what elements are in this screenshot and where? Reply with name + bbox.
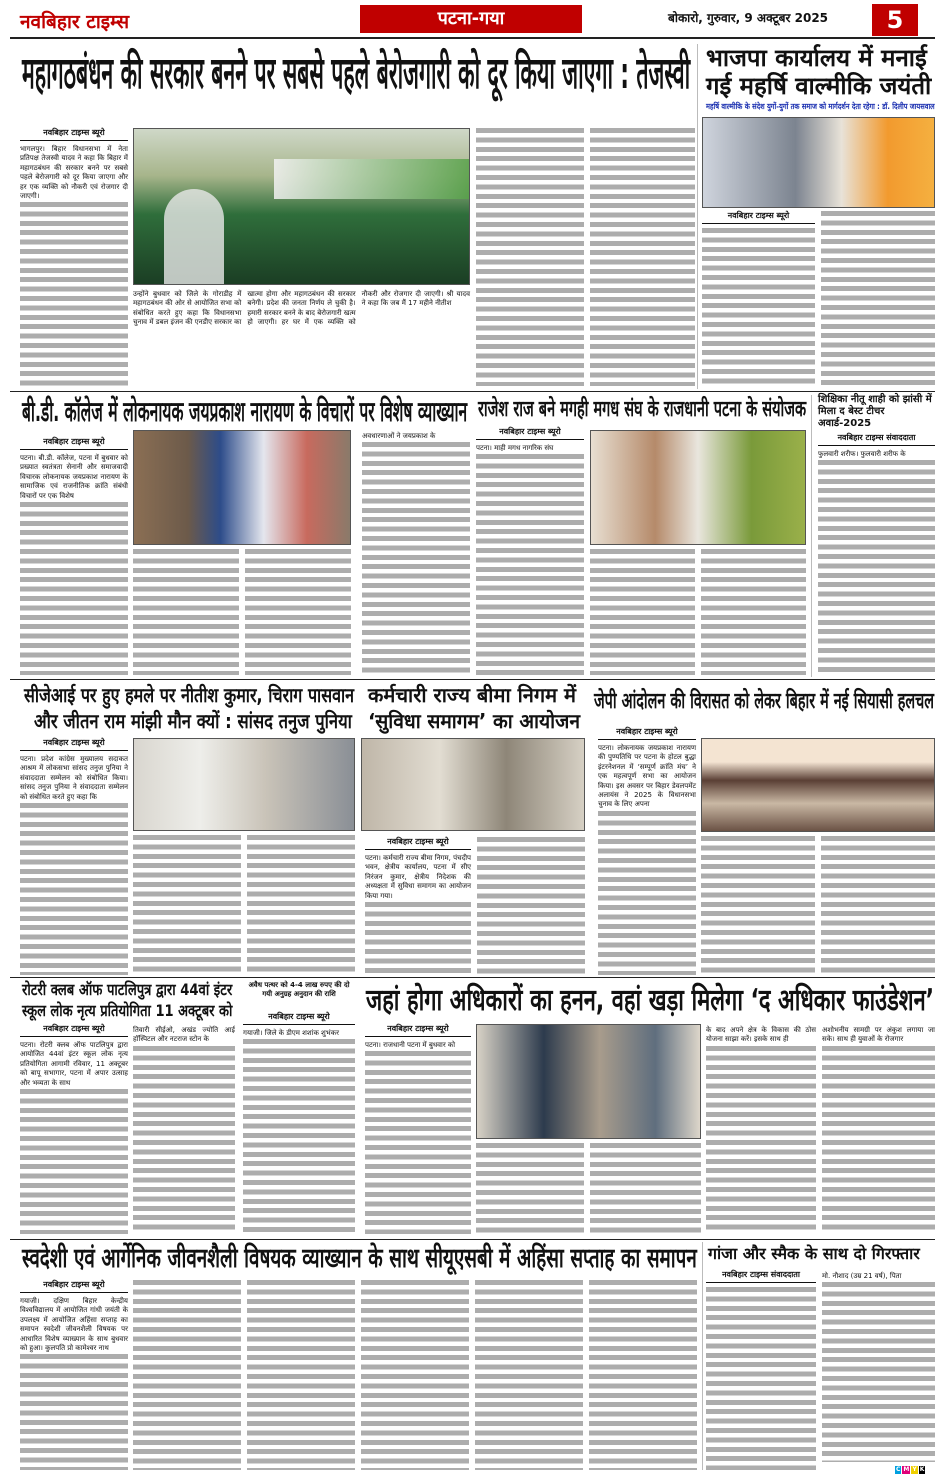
article-tejashwi-col1 bbox=[20, 128, 128, 386]
headline-jp: जेपी आंदोलन की विरासत को लेकर बिहार में नई सियासी हलचल bbox=[594, 689, 934, 714]
byline: नवबिहार टाइम्स ब्यूरो bbox=[20, 437, 128, 450]
print-mark-k: K bbox=[919, 1466, 925, 1473]
masthead-rule bbox=[10, 37, 935, 39]
article-jp-col3 bbox=[821, 836, 935, 975]
headline-bd-college: बी.डी. कॉलेज में लोकनायक जयप्रकाश नारायण के विचारों पर विशेष व्याख्यान bbox=[22, 395, 468, 428]
article-cusb-col5 bbox=[475, 1280, 583, 1470]
dateline: बोकारो, गुरुवार, 9 अक्टूबर 2025 bbox=[668, 11, 829, 25]
article-lead: फुलवारी शरीफ। फुलवारी शरीफ के bbox=[818, 450, 906, 458]
article-bd-college-col1 bbox=[20, 437, 128, 675]
column-divider bbox=[811, 395, 812, 677]
photo-rajesh-felicitation bbox=[590, 430, 806, 545]
article-lead: भागलपुर। बिहार विधानसभा में नेता प्रतिपक्ष तेजस्वी यादव ने कहा कि बिहार में महागठबंधन की सरकार बनने पर सबसे पहले बेरोजगारी को दूर किया जाएगा और हर एक व्यक्ति को नौकरी एवं रोजगार दी जाएगी। bbox=[20, 145, 128, 201]
byline: नवबिहार टाइम्स ब्यूरो bbox=[702, 211, 815, 224]
edition-label: पटना-गया bbox=[437, 8, 505, 29]
article-bjp-col2 bbox=[821, 211, 935, 386]
article-adhikar-col3 bbox=[590, 1143, 701, 1234]
article-ganja-col1 bbox=[706, 1270, 816, 1470]
article-paragraph: तिवारी सीईओ, अखंड ज्योति आई हॉस्पिटल और नटराज स्टोन के bbox=[133, 1026, 235, 1044]
article-bd-college-col3 bbox=[245, 549, 351, 675]
byline: नवबिहार टाइम्स ब्यूरो bbox=[243, 1012, 355, 1025]
section-rule bbox=[10, 391, 935, 392]
article-esic-col2 bbox=[477, 837, 585, 975]
article-bjp-col1 bbox=[702, 211, 815, 386]
article-lead: पटना। बी.डी. कॉलेज, पटना में बुधवार को प्रख्यात स्वतंत्रता सेनानी और समाजवादी विचारक लोकनायक जयप्रकाश नारायण के सामाजिक एवं राजनीतिक क्रांति संबंधी विचारों पर एक विशेष bbox=[20, 454, 128, 500]
cmyk-registration-marks bbox=[895, 1466, 925, 1474]
photo-esic-meeting bbox=[361, 738, 585, 831]
article-jp-col2 bbox=[701, 836, 815, 975]
article-rotary-col1 bbox=[20, 1024, 128, 1234]
headline-shikshika: शिक्षिका नीतू शाही को झांसी में मिला द बेस्ट टीचर अवार्ड-2025 bbox=[818, 394, 932, 429]
byline: नवबिहार टाइम्स ब्यूरो bbox=[20, 738, 128, 751]
byline: नवबिहार टाइम्स ब्यूरो bbox=[365, 1024, 471, 1037]
article-rajesh-col2 bbox=[590, 549, 695, 675]
headline-adhikar: जहां होगा अधिकारों का हनन, वहां खड़ा मिलेगा ‘द अधिकार फाउंडेशन’ bbox=[366, 983, 935, 1018]
article-rajesh-col3 bbox=[701, 549, 806, 675]
article-adhikar-col2 bbox=[476, 1143, 584, 1234]
article-bd-college-col4 bbox=[362, 432, 470, 675]
photo-bjp-tribute bbox=[702, 117, 935, 208]
article-paragraph: अवधारणाओं ने जयप्रकाश के bbox=[362, 432, 436, 440]
byline: नवबिहार टाइम्स ब्यूरो bbox=[476, 427, 584, 440]
byline: नवबिहार टाइम्स ब्यूरो bbox=[20, 1024, 128, 1037]
article-ganja-col2 bbox=[822, 1272, 935, 1462]
article-adhikar-col4 bbox=[706, 1026, 816, 1234]
print-mark-y: Y bbox=[912, 1466, 917, 1473]
byline: नवबिहार टाइम्स संवाददाता bbox=[706, 1270, 816, 1283]
headline-cusb: स्वदेशी एवं आर्गेनिक जीवनशैली विषयक व्याख्यान के साथ सीयूएसबी में अहिंसा सप्ताह का समापन bbox=[22, 1243, 697, 1274]
article-lead: पटना। राजधानी पटना में बुधवार को bbox=[365, 1041, 456, 1049]
article-tejashwi-col5 bbox=[476, 128, 584, 386]
headline-rajesh: राजेश राज बने मगही मगध संघ के राजधानी पटना के संयोजक bbox=[478, 397, 807, 422]
article-lead: गयाजी। जिले के डीएम शशांक शुभंकर bbox=[243, 1029, 339, 1037]
article-cusb-col6 bbox=[589, 1280, 697, 1470]
article-esic-col1 bbox=[365, 837, 471, 975]
article-jp-col1 bbox=[598, 727, 696, 975]
byline: नवबिहार टाइम्स ब्यूरो bbox=[20, 128, 128, 141]
byline: नवबिहार टाइम्स ब्यूरो bbox=[598, 727, 696, 740]
article-tejashwi-cols-below-photo bbox=[133, 290, 470, 386]
byline: नवबिहार टाइम्स ब्यूरो bbox=[365, 837, 471, 850]
headline-tejashwi: महागठबंधन की सरकार बनने पर सबसे पहले बेरोजगारी को दूर किया जाएगा : तेजस्वी bbox=[22, 48, 691, 99]
section-rule bbox=[10, 1239, 935, 1240]
article-cusb-col3 bbox=[247, 1280, 355, 1470]
article-lead: गयाजी। दक्षिण बिहार केन्द्रीय विश्वविद्यालय में आयोजित गांधी जयंती के उपलक्ष्य में आयोजित अहिंसा सप्ताह का समापन स्वदेशी जीवनशैली विषयक पर आधारित विशेष व्याख्यान के साथ बुधवार को हुआ। कुलपति प्रो कामेश्वर नाथ bbox=[20, 1297, 128, 1353]
headline-bjp-line1: भाजपा कार्यालय में मनाई bbox=[706, 44, 927, 72]
column-divider bbox=[697, 44, 698, 389]
article-cusb-col1 bbox=[20, 1280, 128, 1470]
page-number: 5 bbox=[872, 4, 918, 36]
print-mark-m: M bbox=[903, 1466, 910, 1473]
print-mark-c: C bbox=[896, 1466, 901, 1473]
article-rotary-col2 bbox=[133, 1026, 235, 1234]
article-adhikar-col5 bbox=[822, 1026, 935, 1234]
article-paragraph: अशोभनीय सामग्री पर अंकुश लगाया जा सके। साथ ही युवाओं के रोजगार bbox=[822, 1026, 935, 1044]
article-gaya-short bbox=[243, 1012, 355, 1234]
article-cusb-col4 bbox=[361, 1280, 469, 1470]
article-cji-col3 bbox=[247, 835, 355, 975]
photo-tejashwi-rally bbox=[133, 128, 470, 285]
article-lead: पटना। कर्मचारी राज्य बीमा निगम, पंचदीप भवन, क्षेत्रीय कार्यालय, पटना में सीए निरंजन कुमार, क्षेत्रीय निदेशक की अध्यक्षता में सुविधा समागम का आयोजन किया गया। bbox=[365, 854, 472, 900]
section-rule bbox=[10, 679, 935, 680]
headline-cji-line1: सीजेआई पर हुए हमले पर नीतीश कुमार, चिराग पासवान bbox=[24, 683, 355, 707]
article-lead: पटना। माही मगध नागरिक संघ bbox=[476, 444, 554, 452]
headline-esic-line1: कर्मचारी राज्य बीमा निगम में bbox=[368, 683, 577, 707]
edition-banner bbox=[360, 5, 582, 33]
article-shikshika bbox=[818, 433, 935, 675]
headline-esic-line2: ‘सुविधा समागम’ का आयोजन bbox=[368, 709, 580, 733]
article-cji-col1 bbox=[20, 738, 128, 975]
byline: नवबिहार टाइम्स संवाददाता bbox=[818, 433, 935, 446]
subhead-bjp: महर्षि वाल्मीकि के संदेश युगों-युगों तक समाज को मार्गदर्शन देता रहेगा : डॉ. दिलीप जायसवाल bbox=[706, 102, 935, 111]
article-tejashwi-col6 bbox=[590, 128, 695, 386]
column-divider bbox=[702, 1242, 703, 1470]
article-paragraph: उन्होंने बुधवार को जिले के गोराडीह में महागठबंधन की ओर से आयोजित सभा को संबोधित करते हुए कहा कि विधानसभा चुनाव में डबल इंजन की एनडीए सरकार का खात्मा होगा और महागठबंधन की सरकार बनेगी। प्रदेश की जनता निर्णय ले चुकी है। हमारी सरकार बनने के बाद बेरोजगारी खत्म हो जाएगी। हर घर में एक व्यक्ति को नौकरी और रोजगार दी जाएगी। श्री यादव ने कहा कि जब मैं 17 महीने नीतीश bbox=[133, 290, 470, 327]
article-lead: पटना। रोटरी क्लब ऑफ पाटलिपुत्र द्वारा आयोजित 44वां इंटर स्कूल लोक नृत्य प्रतियोगिता आगामी रविवार, 11 अक्टूबर को बापू सभागार, पटना में अपार उत्साह और भव्यता के साथ bbox=[20, 1041, 128, 1087]
headline-cji-line2: और जीतन राम मांझी मौन क्यों : सांसद तनुज पुनिया bbox=[34, 709, 352, 733]
photo-adhikar-foundation bbox=[476, 1024, 701, 1139]
headline-rotary-line1: रोटरी क्लब ऑफ पाटलिपुत्र द्वारा 44वां इंटर bbox=[22, 980, 233, 999]
section-rule bbox=[10, 977, 935, 978]
article-cusb-col2 bbox=[133, 1280, 241, 1470]
article-paragraph: के बाद अपने क्षेत्र के विकास की ठोस योजना साझा करें। इसके साथ ही bbox=[706, 1026, 816, 1044]
article-rajesh-col1 bbox=[476, 427, 584, 675]
article-cji-col2 bbox=[133, 835, 241, 975]
headline-bjp-line2: गई महर्षि वाल्मीकि जयंती bbox=[706, 72, 932, 100]
photo-cji-press-conference bbox=[133, 738, 355, 831]
headline-gaya-short: अवैध पत्थर को 4-4 लाख रुपए की दो गयी अनुग्रह अनुदान की राशि bbox=[248, 981, 350, 998]
article-bd-college-col2 bbox=[133, 549, 239, 675]
photo-bd-college-lecture bbox=[133, 430, 351, 545]
article-adhikar-col1 bbox=[365, 1024, 471, 1234]
article-lead: पटना। लोकनायक जयप्रकाश नारायण की पुण्यतिथि पर पटना के होटल बुद्धा इंटरनेशनल में ‘सम्पूर्ण क्रांति मंच’ ने एक महत्वपूर्ण सभा का आयोजन किया। इस अवसर पर बिहार डेवलपमेंट अलायंस ने 2025 के विधानसभा चुनाव के लिए अपना bbox=[598, 744, 696, 809]
photo-jp-sampoorna-kranti-manch bbox=[701, 738, 935, 832]
byline: नवबिहार टाइम्स ब्यूरो bbox=[20, 1280, 128, 1293]
headline-ganja: गांजा और स्मैक के साथ दो गिरफ्तार bbox=[708, 1244, 920, 1263]
article-paragraph: मो. नौशाद (उम्र 21 वर्ष), पिता bbox=[822, 1272, 902, 1280]
headline-rotary-line2: स्कूल लोक नृत्य प्रतियोगिता 11 अक्टूबर को bbox=[22, 1001, 233, 1020]
article-lead: पटना। प्रदेश कांग्रेस मुख्यालय सदाकत आश्रम में लोकसभा सांसद तनुज पुनिया ने संवाददाता सम्मेलन को संबोधित किया। सांसद तनुज पुनिया ने संवाददाता सम्मेलन को संबोधित करते हुए कहा कि bbox=[20, 755, 128, 801]
paper-name: नवबिहार टाइम्स bbox=[20, 11, 130, 33]
